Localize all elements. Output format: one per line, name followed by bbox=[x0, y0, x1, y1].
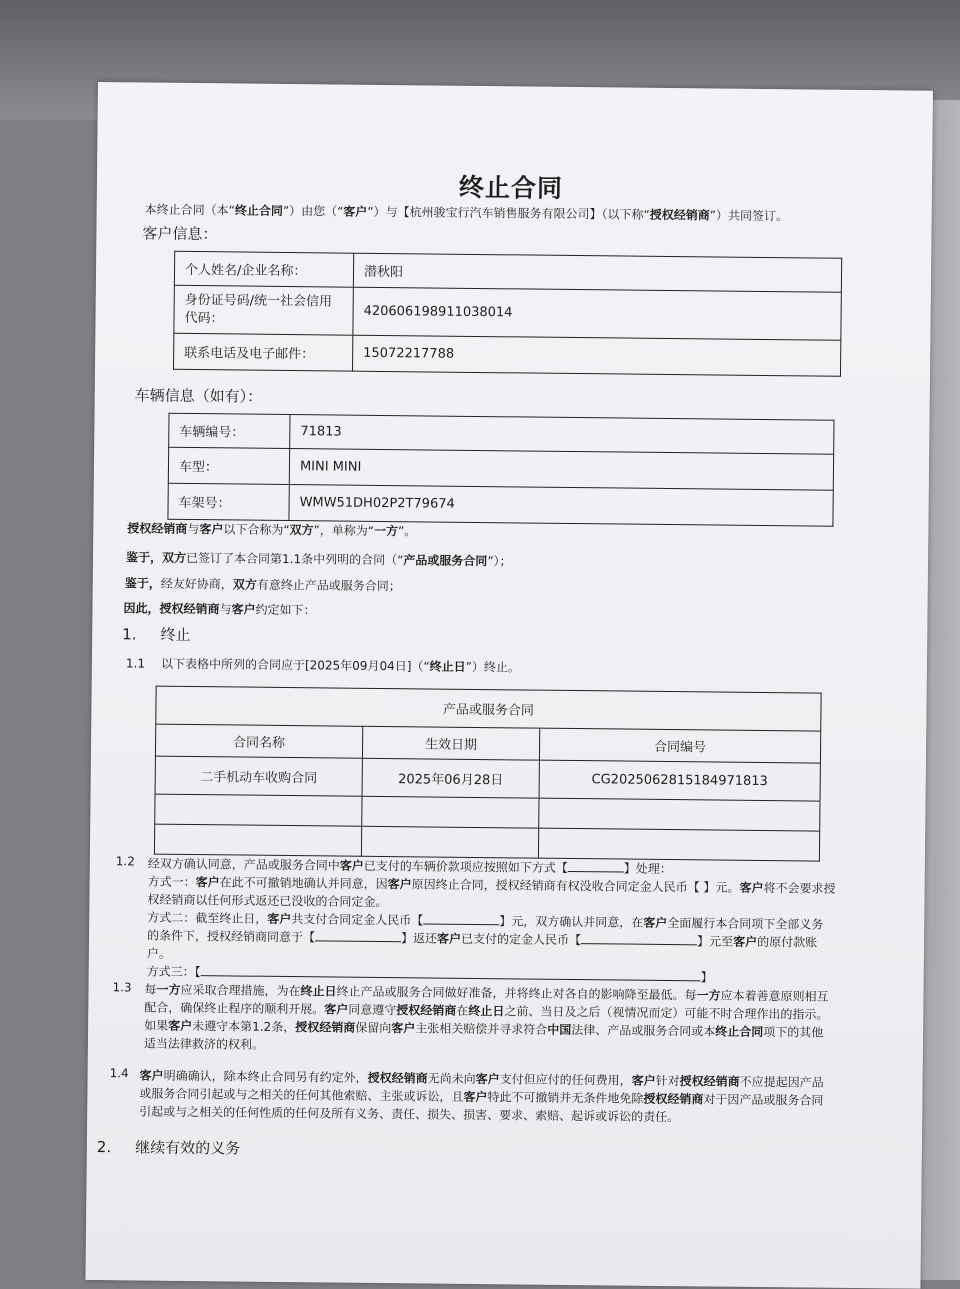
intro-text-2: ”）由您（“ bbox=[282, 203, 344, 219]
contract-name-cell bbox=[155, 794, 362, 826]
parties-mid: 以下合称为“ bbox=[223, 522, 290, 538]
text-span: 】元，双方确认并同意，在 bbox=[499, 914, 644, 930]
parties-customer: 客户 bbox=[199, 522, 224, 537]
china-term: 中国 bbox=[547, 1022, 572, 1038]
whereas1-end: ”）； bbox=[487, 554, 512, 569]
therefore-clause bbox=[123, 599, 315, 618]
text-span: 】 bbox=[700, 970, 713, 985]
clause-1-4-number: 1.4 bbox=[109, 1066, 129, 1081]
section-1-number: 1. bbox=[122, 625, 137, 644]
text-span: 明确确认，除本终止合同另有约定外， bbox=[163, 1068, 368, 1085]
party-term: 一方 bbox=[156, 982, 181, 997]
parties-end: ”。 bbox=[397, 524, 417, 539]
effective-date-cell bbox=[361, 826, 538, 858]
whereas1-both: 双方 bbox=[161, 550, 187, 565]
customer-contact-label: 联系电话及电子邮件： bbox=[173, 333, 352, 371]
header-effective-date: 生效日期 bbox=[362, 726, 539, 760]
vehicle-info-table bbox=[167, 413, 834, 527]
customer-term: 客户 bbox=[324, 1002, 349, 1017]
vehicle-model-value: MINI MINI bbox=[289, 449, 833, 491]
header-contract-name: 合同名称 bbox=[155, 724, 362, 758]
text-span: 保留向 bbox=[355, 1020, 392, 1036]
text-span: 每 bbox=[144, 982, 157, 997]
customer-term: 客户 bbox=[733, 934, 758, 949]
dealer-term: 授权经销商 bbox=[643, 1091, 704, 1107]
section-1-title: 终止 bbox=[160, 625, 191, 644]
contract-number-cell bbox=[538, 828, 819, 861]
whereas1-text: 已签订了本合同第1.1条中列明的合同（“ bbox=[185, 550, 404, 568]
text-span: 法律、产品或服务合同或本 bbox=[571, 1023, 716, 1039]
parties-one: 一方 bbox=[373, 523, 399, 539]
text-span: 在此不可撤销地确认并同意，因 bbox=[219, 875, 388, 892]
parties-definition bbox=[127, 519, 416, 539]
whereas2-text2: 有意终止产品或服务合同； bbox=[256, 577, 401, 594]
customer-info-table bbox=[173, 251, 842, 377]
customer-term: 客户 bbox=[463, 1089, 488, 1105]
contract-number-cell bbox=[539, 798, 820, 831]
party-term: 一方 bbox=[696, 988, 721, 1003]
text-span: 在 bbox=[456, 1003, 469, 1018]
whereas-clause-1 bbox=[126, 548, 512, 569]
intro-text-4: ”）共同签订。 bbox=[709, 208, 789, 224]
vehicle-vin-value: WMW51DH02P2T79674 bbox=[289, 485, 833, 527]
clause-1-2-line-3: 权经销商以任何形式返还已没收的合同定金。 bbox=[147, 892, 388, 910]
text-span: 项下的其他 bbox=[763, 1025, 824, 1040]
customer-contact-value: 15072217788 bbox=[352, 335, 840, 376]
customer-term: 客户 bbox=[739, 880, 764, 896]
clause-1-1-number: 1.1 bbox=[125, 656, 146, 671]
text-span: 方式二：截至终止日， bbox=[147, 910, 268, 926]
customer-name-label: 个人姓名/企业名称： bbox=[174, 251, 353, 287]
text-span: 不应提起因产品 bbox=[739, 1074, 824, 1090]
text-span: 原因终止合同，授权经销商有权没收合同定金人民币【 】元。 bbox=[411, 877, 740, 895]
whereas1-term: 产品或服务合同 bbox=[403, 553, 488, 569]
whereas2-text1: 经友好协商， bbox=[160, 576, 233, 592]
method-three-blank[interactable] bbox=[201, 975, 701, 981]
text-span: 的条件下，授权经销商同意于【 bbox=[146, 928, 316, 945]
whereas-clause-2 bbox=[125, 574, 401, 594]
parties-dealer: 授权经销商 bbox=[127, 521, 188, 536]
therefore-customer: 客户 bbox=[231, 602, 256, 617]
section-1-heading bbox=[122, 623, 191, 645]
therefore-lead: 因此， bbox=[123, 601, 160, 616]
text-span: 】处理： bbox=[623, 861, 672, 877]
clause-1-2-number: 1.2 bbox=[115, 854, 136, 869]
contract-table bbox=[154, 686, 822, 862]
vehicle-vin-row bbox=[168, 483, 833, 526]
text-span: 已支付的车辆价款项应按照如下方式【 bbox=[363, 858, 568, 875]
clause-1-3-number: 1.3 bbox=[112, 980, 132, 995]
contract-number-cell: CG2025062815184971813 bbox=[539, 760, 820, 801]
text-span: 之前、当日及之后（视情况而定）可能不时合理作出的指示。 bbox=[504, 1004, 829, 1022]
text-span: 主张相关赔偿并寻求符合 bbox=[415, 1021, 548, 1037]
customer-name-value: 潜秋阳 bbox=[353, 253, 841, 292]
intro-termination-term: 终止合同 bbox=[234, 203, 283, 218]
text-span: 同意遵守 bbox=[348, 1002, 397, 1018]
parties-both: 双方 bbox=[289, 523, 314, 538]
vehicle-info-heading: 车辆信息（如有）： bbox=[134, 386, 263, 406]
customer-id-value: 420606198911038014 bbox=[353, 287, 841, 340]
text-span: 全面履行本合同项下全部义务 bbox=[667, 916, 824, 932]
refund-amount-blank[interactable] bbox=[581, 943, 697, 945]
clause-1-3-line-4: 适当法律救济的权利。 bbox=[143, 1036, 265, 1052]
customer-id-row bbox=[174, 285, 841, 340]
header-contract-number: 合同编号 bbox=[539, 728, 820, 763]
termination-date-term: 终止日 bbox=[468, 1003, 505, 1019]
text-span: 对于因产品或服务合同 bbox=[703, 1092, 824, 1108]
text-span: 方式三：【 bbox=[146, 964, 201, 980]
therefore-dealer: 授权经销商 bbox=[159, 601, 220, 617]
dealer-term: 授权经销商 bbox=[367, 1070, 428, 1086]
intro-text-1: 本终止合同（本“ bbox=[144, 202, 235, 218]
contract-name-cell bbox=[154, 824, 361, 856]
text-span: 应本着善意原则相互 bbox=[720, 988, 829, 1004]
clause-1-1-end: ”）终止。 bbox=[465, 659, 520, 675]
text-span: 共支付合同定金人民币【 bbox=[291, 912, 424, 928]
intro-customer-term: 客户 bbox=[343, 204, 368, 219]
customer-term: 客户 bbox=[168, 1018, 193, 1034]
text-span: 支付但应付的任何费用， bbox=[499, 1072, 632, 1088]
vehicle-model-label: 车型： bbox=[168, 447, 289, 484]
termination-contract-term: 终止合同 bbox=[715, 1024, 764, 1040]
intro-dealer-term: 授权经销商 bbox=[649, 207, 710, 223]
customer-term: 客户 bbox=[475, 1072, 500, 1087]
contract-name-cell: 二手机动车收购合同 bbox=[155, 756, 362, 796]
intro-text-3: ”）与【杭州骏宝行汽车销售服务有限公司】（以下称“ bbox=[367, 204, 650, 222]
whereas1-lead: 鉴于， bbox=[125, 550, 163, 565]
text-span: 针对 bbox=[655, 1073, 680, 1089]
therefore-text: 约定如下： bbox=[255, 602, 316, 618]
customer-contact-row bbox=[173, 333, 840, 376]
text-span: 】元至 bbox=[697, 934, 734, 949]
text-span: 终止产品或服务合同做好准备，并将终止对各自的影响降至最低。每 bbox=[336, 984, 697, 1003]
text-span: 如果 bbox=[144, 1018, 169, 1033]
text-span: 经双方确认同意，产品或服务合同中 bbox=[147, 856, 340, 873]
effective-date-cell: 2025年06月28日 bbox=[362, 758, 539, 798]
text-span: 已支付的定金人民币【 bbox=[461, 931, 582, 948]
refund-date-blank[interactable] bbox=[315, 940, 401, 942]
customer-info-heading: 客户信息： bbox=[142, 224, 218, 244]
customer-term: 客户 bbox=[437, 931, 462, 946]
clause-1-4-line-3: 引起或与之相关的任何性质的任何及所有义务、责任、损失、损害、要求、索赔、起诉或诉讼的责任。 bbox=[139, 1104, 680, 1125]
text-span: 未遵守本第1.2条， bbox=[192, 1019, 296, 1035]
vehicle-vin-label: 车架号： bbox=[168, 483, 289, 520]
dealer-term: 授权经销商 bbox=[679, 1074, 740, 1089]
whereas2-lead: 鉴于， bbox=[124, 576, 161, 591]
intro-paragraph bbox=[145, 200, 789, 224]
clause-1-1-text: 以下表格中所列的合同应于[2025年09月04日]（“ bbox=[160, 656, 430, 674]
text-span: 配合，确保终止程序的顺利开展。 bbox=[144, 1000, 325, 1017]
effective-date-cell bbox=[362, 796, 539, 828]
dealer-term: 授权经销商 bbox=[295, 1020, 356, 1035]
text-span: 无尚未向 bbox=[427, 1071, 476, 1087]
text-span: 方式一： bbox=[147, 874, 196, 890]
text-span: 应采取合理措施，为在 bbox=[180, 982, 301, 999]
customer-term: 客户 bbox=[387, 877, 412, 892]
clause-1-2-line-6: 户。 bbox=[146, 946, 171, 961]
document-page bbox=[85, 82, 932, 1289]
clause-1-1 bbox=[126, 654, 520, 675]
text-span: 】返还 bbox=[400, 931, 438, 946]
vehicle-number-value: 71813 bbox=[290, 415, 834, 455]
section-2-title: 继续有效的义务 bbox=[135, 1138, 241, 1158]
customer-term: 客户 bbox=[631, 1073, 656, 1088]
customer-term: 客户 bbox=[139, 1068, 164, 1083]
dealer-term: 授权经销商 bbox=[396, 1003, 457, 1018]
clause-1-3 bbox=[144, 981, 829, 1060]
customer-term: 客户 bbox=[643, 915, 668, 931]
customer-term: 客户 bbox=[339, 858, 364, 873]
customer-id-label: 身份证号码/统一社会信用代码： bbox=[174, 285, 353, 335]
whereas2-both: 双方 bbox=[232, 577, 257, 592]
method-blank[interactable] bbox=[568, 871, 624, 873]
section-2-heading bbox=[97, 1136, 241, 1158]
parties-mid2: ”，单称为“ bbox=[313, 523, 375, 538]
customer-term: 客户 bbox=[391, 1021, 416, 1036]
termination-date-term: 终止日 bbox=[300, 984, 337, 999]
text-span: 的原付款账 bbox=[757, 934, 818, 950]
customer-term: 客户 bbox=[267, 911, 292, 927]
deposit-amount-blank[interactable] bbox=[423, 923, 499, 925]
text-span: 或服务合同引起或与之相关的任何其他索赔、主张或诉讼，且 bbox=[139, 1086, 464, 1104]
clause-1-2 bbox=[147, 855, 836, 988]
text-span: 将不会要求授 bbox=[763, 881, 836, 896]
section-2-number: 2. bbox=[96, 1138, 112, 1157]
clause-1-4 bbox=[139, 1066, 824, 1127]
customer-term: 客户 bbox=[195, 875, 220, 890]
clause-1-1-term: 终止日 bbox=[429, 659, 466, 674]
vehicle-number-label: 车辆编号： bbox=[169, 413, 290, 448]
therefore-and: 与 bbox=[219, 602, 232, 617]
contract-table-caption: 产品或服务合同 bbox=[156, 686, 821, 731]
document-title: 终止合同 bbox=[458, 172, 564, 203]
parties-and: 与 bbox=[187, 521, 200, 537]
text-span: 特此不可撤销并无条件地免除 bbox=[487, 1090, 644, 1106]
